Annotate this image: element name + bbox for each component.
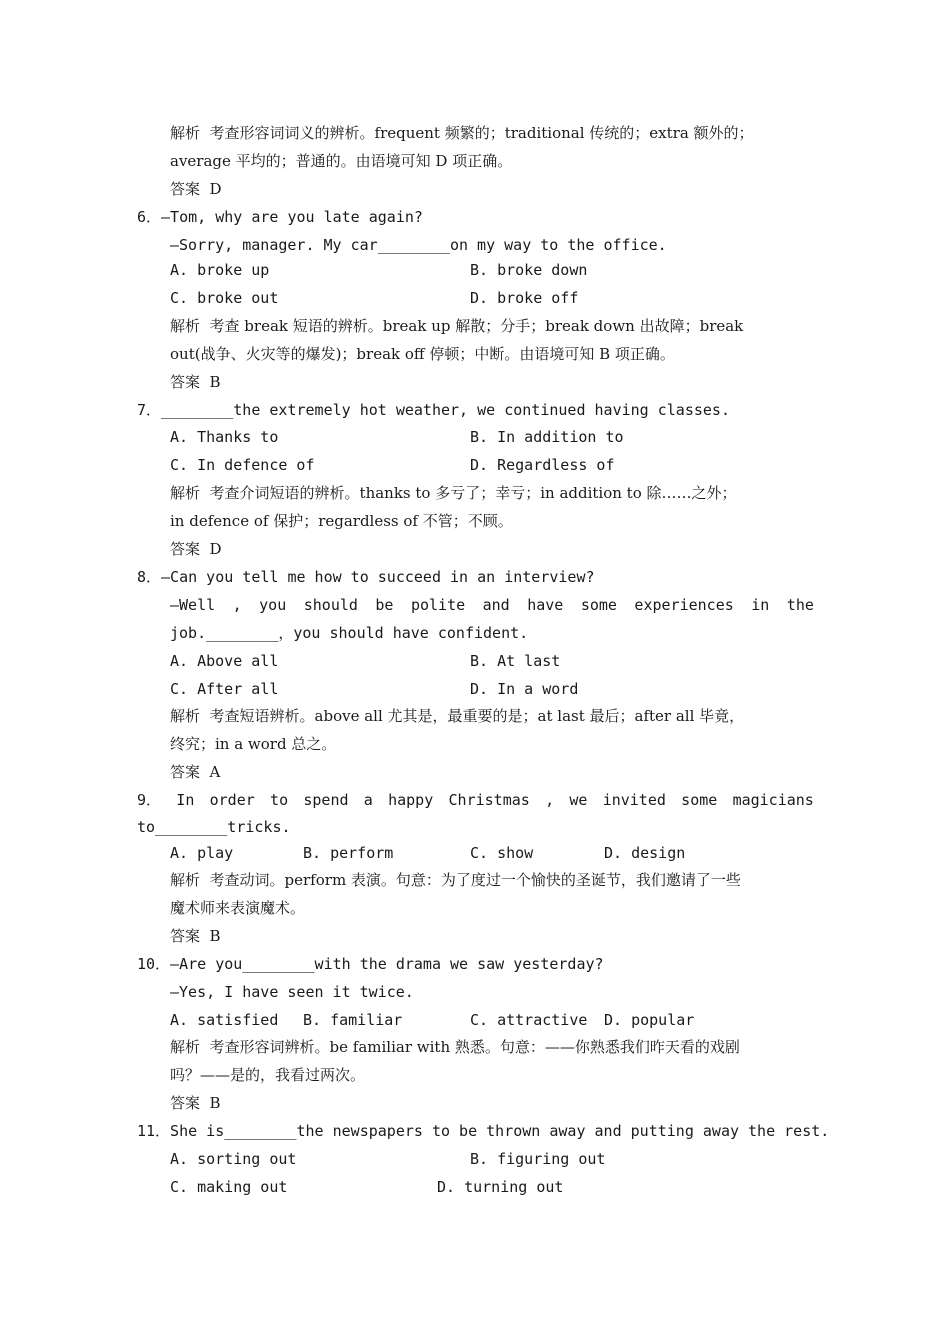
option-d: D. broke off: [470, 289, 579, 307]
word: ,: [232, 596, 242, 614]
option-d: D. Regardless of: [470, 456, 615, 474]
answer-text: 答案 B: [170, 927, 221, 945]
answer-text: 答案 D: [170, 180, 222, 198]
word: in: [751, 596, 770, 614]
question-stem: 8．—Can you tell me how to succeed in an interview?: [137, 568, 595, 586]
option-d: D. popular: [604, 1011, 695, 1029]
analysis-text: 解析 考查短语辨析。above all 尤其是，最重要的是；at last 最后；after all 毕竟，: [170, 707, 745, 725]
option-b: B. familiar: [303, 1011, 403, 1029]
option-a: A. play: [170, 844, 234, 862]
question-stem: 11．She is________the newspapers to be thrown away and putting away the rest.: [137, 1122, 830, 1140]
word: have: [527, 596, 564, 614]
analysis-text: 魔术师来表演魔术。: [170, 899, 306, 917]
option-b: B. figuring out: [470, 1150, 606, 1168]
option-b: B. At last: [470, 652, 561, 670]
option-c: C. broke out: [170, 289, 279, 307]
word: should: [303, 596, 358, 614]
word: experiences: [634, 596, 734, 614]
analysis-text: 解析 考查动词。perform 表演。句意：为了度过一个愉快的圣诞节，我们邀请了一些: [170, 871, 741, 889]
word: magicians: [732, 791, 814, 809]
question-line: to________tricks.: [137, 818, 291, 836]
word: happy: [388, 791, 434, 809]
justified-line: [137, 790, 814, 810]
word: be: [375, 596, 394, 614]
word: you: [259, 596, 287, 614]
option-a: A. Above all: [170, 652, 279, 670]
word: spend: [303, 791, 349, 809]
word: polite: [410, 596, 466, 614]
option-a: A. sorting out: [170, 1150, 297, 1168]
word: to: [270, 791, 289, 809]
word: some: [681, 791, 718, 809]
option-d: D. turning out: [437, 1178, 564, 1196]
option-d: D. In a word: [470, 680, 579, 698]
analysis-text: 解析 考查 break 短语的辨析。break up 解散；分手；break down 出故障；break: [170, 317, 744, 335]
word: some: [580, 596, 617, 614]
answer-text: 答案 B: [170, 1094, 221, 1112]
answer-text: 答案 B: [170, 373, 221, 391]
answer-text: 答案 A: [170, 763, 221, 781]
analysis-text: 终究；in a word 总之。: [170, 735, 337, 753]
word: a: [363, 791, 373, 809]
question-stem: 7．________the extremely hot weather, we continued having classes.: [137, 401, 730, 419]
answer-text: 答案 D: [170, 540, 222, 558]
analysis-text: in defence of 保护；regardless of 不管；不顾。: [170, 512, 513, 530]
option-d: D. design: [604, 844, 686, 862]
word: and: [482, 596, 510, 614]
word: we: [569, 791, 588, 809]
option-b: B. In addition to: [470, 428, 624, 446]
option-c: C. making out: [170, 1178, 288, 1196]
question-stem: 10．—Are you________with the drama we saw yesterday?: [137, 955, 604, 973]
question-line: job.________，you should have confident.: [170, 624, 529, 642]
option-a: A. broke up: [170, 261, 270, 279]
option-a: A. satisfied: [170, 1011, 279, 1029]
question-stem: 6．—Tom, why are you late again?: [137, 208, 423, 226]
analysis-text: average 平均的；普通的。由语境可知 D 项正确。: [170, 152, 513, 170]
word: invited: [602, 791, 666, 809]
analysis-text: 解析 考查形容词词义的辨析。frequent 频繁的；traditional 传统的；extra 额外的；: [170, 124, 754, 142]
word: 9．: [137, 791, 162, 809]
question-line: —Yes, I have seen it twice.: [170, 983, 414, 1001]
word: Christmas: [448, 791, 530, 809]
question-line: —Sorry, manager. My car________on my way to the office.: [170, 236, 667, 254]
option-a: A. Thanks to: [170, 428, 279, 446]
option-c: C. After all: [170, 680, 279, 698]
justified-line: [170, 595, 814, 615]
option-c: C. In defence of: [170, 456, 315, 474]
option-c: C. attractive: [470, 1011, 588, 1029]
analysis-text: 解析 考查介词短语的辨析。thanks to 多亏了；幸亏；in addition to 除……之外；: [170, 484, 737, 502]
word: the: [786, 596, 814, 614]
word: order: [209, 791, 255, 809]
option-b: B. perform: [303, 844, 394, 862]
analysis-text: 解析 考查形容词辨析。be familiar with 熟悉。句意：——你熟悉我们昨天看的戏剧: [170, 1038, 740, 1056]
word: In: [176, 791, 195, 809]
analysis-text: out(战争、火灾等的爆发)；break off 停顿；中断。由语境可知 B 项正确。: [170, 345, 675, 363]
analysis-text: 吗？——是的，我看过两次。: [170, 1066, 366, 1084]
word: ,: [545, 791, 555, 809]
option-c: C. show: [470, 844, 534, 862]
option-b: B. broke down: [470, 261, 588, 279]
word: —Well: [170, 596, 216, 614]
